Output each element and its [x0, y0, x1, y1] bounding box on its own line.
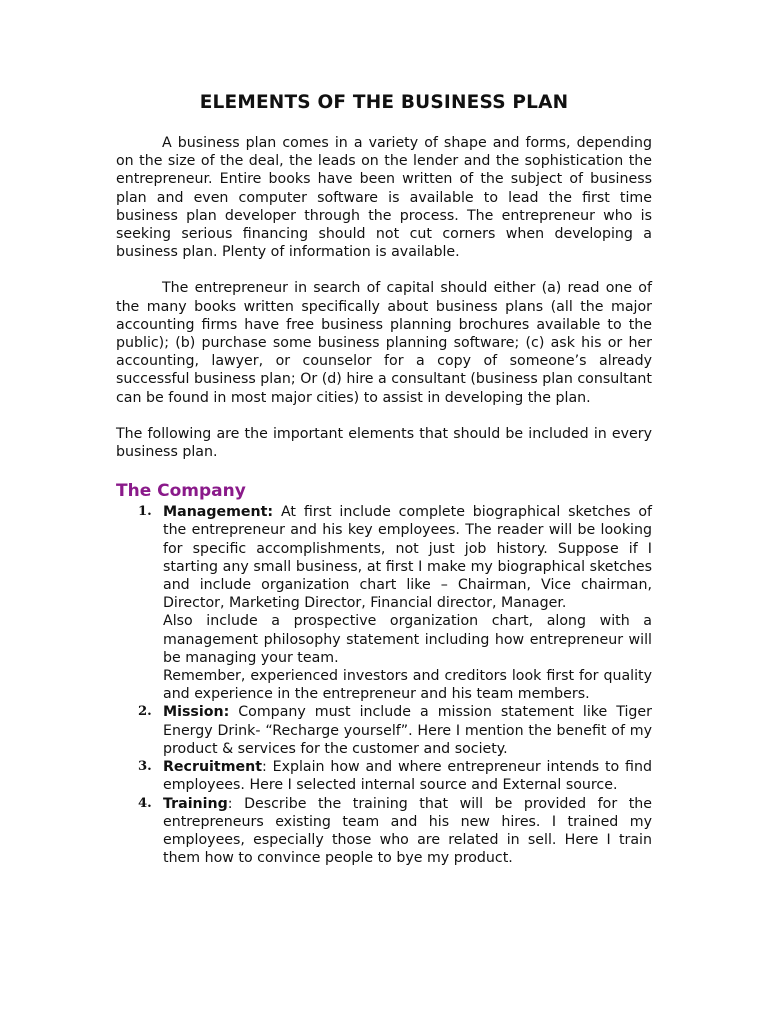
- item-label: Recruitment: [163, 759, 262, 776]
- list-number: 3.: [138, 759, 152, 775]
- paragraph-capital: The entrepreneur in search of capital should either (a) read one of the many books written specifically about business plans (all the major accounting firms have free business planning brochures available to the public); (b) purchase some business planning software; (c) ask his or her accounting, lawyer, or counselor for a copy of someone’s already successful business plan; Or (d) hire a consultant (business plan consultant can be found in most major cities) to assist in developing the plan.: [116, 280, 652, 406]
- item-text: : Explain how and where entrepreneur intends to find employees. Here I selected internal source and External source.: [163, 759, 652, 794]
- elements-list: [116, 503, 652, 867]
- list-item-mission: [116, 703, 652, 758]
- list-number: 2.: [138, 704, 152, 720]
- list-item-recruitment: [116, 758, 652, 794]
- paragraph-intro: A business plan comes in a variety of shape and forms, depending on the size of the deal, the leads on the lender and the sophistication the entrepreneur. Entire books have been written of the subject of business plan and even computer software is available to lead the first time business plan developer through the process. The entrepreneur who is seeking serious financing should not cut corners when developing a business plan. Plenty of information is available.: [116, 135, 652, 261]
- list-item-training: [116, 795, 652, 868]
- list-number: 1.: [138, 504, 152, 520]
- paragraph-elements-intro: The following are the important elements that should be included in every business plan.: [116, 425, 652, 461]
- list-item-management: [116, 503, 652, 703]
- item-extra-text: Also include a prospective organization chart, along with a management philosophy statement including how entrepreneur will be managing your team.: [163, 613, 652, 666]
- item-text: : Describe the training that will be provided for the entrepreneurs existing team and his new hires. I trained my employees, especially those who are related in sell. Here I train them how to convince people to bye my product.: [163, 795, 652, 867]
- item-label: Training: [163, 795, 228, 812]
- item-text: Company must include a mission statement like Tiger Energy Drink- “Recharge yourself”. Here I mention the benefit of my product & services for the customer and society.: [163, 704, 652, 757]
- item-text: At first include complete biographical sketches of the entrepreneur and his key employees. The reader will be looking for specific accomplishments, not just job history. Suppose if I starting any small business, at first I make my biographical sketches and include organization chart like – Chairman, Vice chairman, Director, Marketing Director, Financial director, Manager.: [163, 504, 652, 612]
- item-label: Mission:: [163, 704, 230, 721]
- item-label: Management:: [163, 504, 274, 521]
- document-title: ELEMENTS OF THE BUSINESS PLAN: [199, 92, 569, 113]
- section-heading-company: The Company: [116, 481, 246, 502]
- list-number: 4.: [138, 795, 152, 811]
- item-extra-text: Remember, experienced investors and creditors look first for quality and experience in the entrepreneur and his team members.: [163, 668, 652, 703]
